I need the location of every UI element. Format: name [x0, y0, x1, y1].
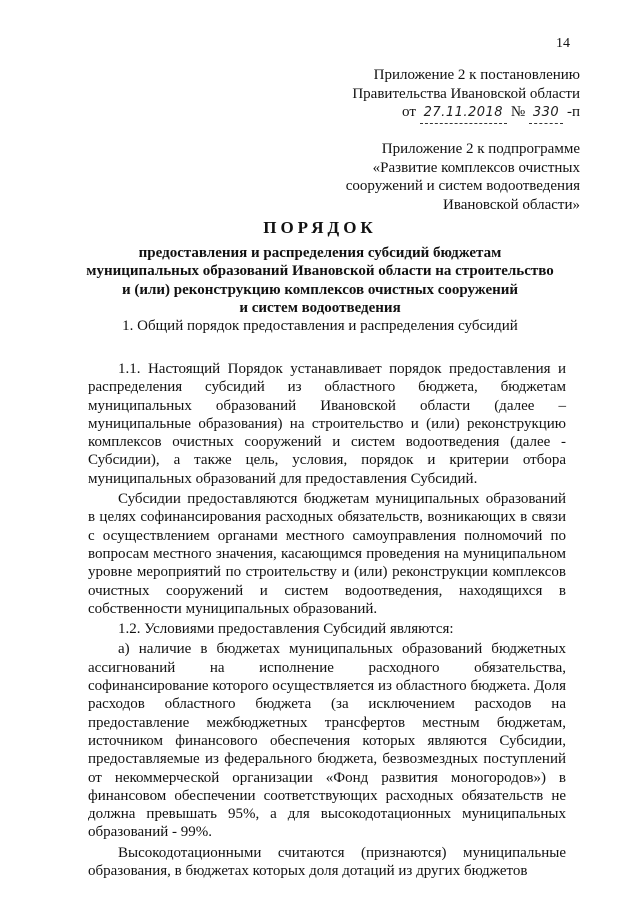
appendix-subprogram-line2: «Развитие комплексов очистных [372, 159, 580, 176]
title-subtitle-line3: и (или) реконструкцию комплексов очистных сооружений [121, 281, 519, 298]
paragraph-condition-a: а) наличие в бюджетах муниципальных образований бюджетных ассигнований на исполнение расходного обязательства, софинансирование которого осуществляется из областного бюджета. Доля расходов областного бюджета (за исключением расходов на предоставление межбюджетных трансфертов местным бюджетам, источником финансового обеспечения которых являются Субсидии, предоставляемые из федерального бюджета, безвозмездных поступлений от некоммерческой организации «Фонд развития моногородов») в финансовом обеспечении соответствующих расходных обязательств не должна превышать 95%, а для высокодотационных муниципальных образований - 99%. [88, 641, 566, 841]
appendix-resolution-date-line [330, 103, 580, 124]
number-suffix: -п [566, 104, 580, 121]
title-subtitle-line4: и систем водоотведения [239, 300, 401, 317]
appendix-subprogram [330, 140, 580, 214]
appendix-resolution [330, 66, 580, 124]
paragraph-high-subsidized: Высокодотационными считаются (признаются) муниципальные образования, в бюджетах которых доля дотаций из других бюджетов [88, 844, 566, 880]
appendix-resolution-line1: Приложение 2 к постановлению [373, 67, 580, 83]
document-title [70, 218, 570, 318]
handwritten-date: 27.11.2018 [420, 104, 507, 124]
paragraph-1-2: 1.2. Условиями предоставления Субсидий являются: [118, 621, 454, 638]
appendix-subprogram-line1: Приложение 2 к подпрограмме [381, 141, 580, 157]
paragraph-1-1: 1.1. Настоящий Порядок устанавливает порядок предоставления и распределения субсидий из областного бюджета, бюджетам муниципальных образований Ивановской области (далее – муниципальные образования) на строительство и (или) реконструкцию комплексов очистных сооружений и систем водоотведения (далее - Субсидии), а также цель, условия, порядок и критерии отбора муниципальных образований для предоставления Субсидий. [88, 361, 566, 487]
page-number: 14 [556, 36, 570, 51]
appendix-subprogram-line3: сооружений и систем водоотведения [345, 178, 580, 195]
paragraph-subsidies: Субсидии предоставляются бюджетам муниципальных образований в целях софинансирования расходных обязательств, возникающих в связи с осуществлением органами местного самоуправления полномочий по вопросам местного значения, касающимся проведения на муниципальном уровне мероприятий по строительству и (или) реконструкции комплексов очистных сооружений и систем водоотведения, находящихся в собственности муниципальных образований. [88, 491, 566, 617]
appendix-subprogram-line4: Ивановской области» [443, 196, 580, 213]
title-word: ПОРЯДОК [263, 218, 377, 237]
handwritten-number: 330 [529, 104, 563, 124]
date-prefix: от [402, 104, 416, 121]
appendix-resolution-line2: Правительства Ивановской области [352, 85, 580, 102]
body-text [88, 360, 566, 880]
number-sign: № [510, 104, 526, 121]
title-subtitle-line2: муниципальных образований Ивановской области на строительство [86, 263, 554, 280]
title-subtitle-line1: предоставления и распределения субсидий бюджетам [138, 245, 502, 261]
section-heading: 1. Общий порядок предоставления и распределения субсидий [122, 318, 518, 334]
